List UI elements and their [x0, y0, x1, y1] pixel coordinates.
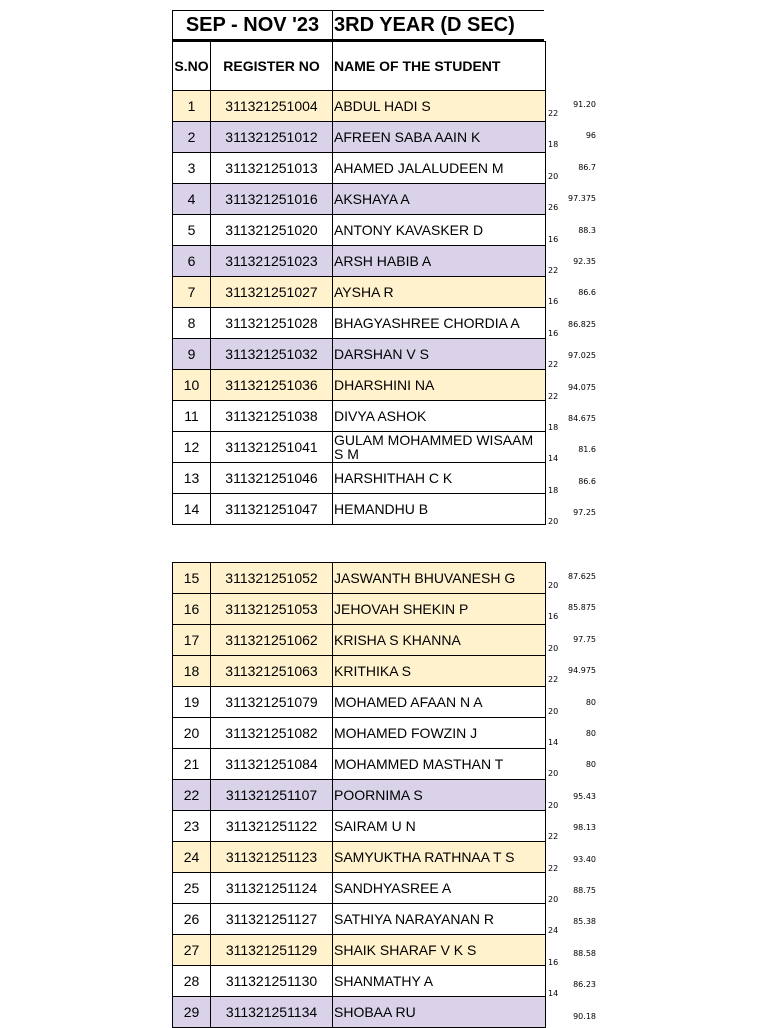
- side-value-pair: [548, 603, 596, 622]
- side-count: 16: [548, 612, 559, 622]
- side-count: 18: [548, 140, 559, 150]
- row-sno: 6: [173, 246, 211, 277]
- table-row: [173, 370, 546, 401]
- row-register-no: 311321251004: [211, 91, 333, 122]
- row-register-no: 311321251134: [211, 997, 333, 1028]
- row-sno: 18: [173, 656, 211, 687]
- side-count: 26: [548, 203, 559, 213]
- table-row: [173, 594, 546, 625]
- side-count: 16: [548, 297, 559, 307]
- side-value-pair: [548, 980, 596, 999]
- side-score: 86.23: [573, 980, 596, 990]
- side-value-pair: [548, 729, 596, 747]
- row-student-name: KRITHIKA S: [333, 656, 546, 687]
- side-score: 93.40: [573, 854, 596, 864]
- row-sno: 1: [173, 91, 211, 122]
- row-sno: 28: [173, 966, 211, 997]
- row-sno: 21: [173, 749, 211, 780]
- side-score: 86.6: [578, 288, 596, 298]
- row-student-name: MOHAMMED MASTHAN T: [333, 749, 546, 780]
- side-count: 14: [548, 989, 559, 999]
- side-value-pair: [548, 854, 596, 873]
- side-count: 20: [548, 643, 559, 653]
- student-table-2: [172, 562, 546, 1028]
- side-count: 20: [548, 706, 559, 716]
- row-register-no: 311321251124: [211, 873, 333, 904]
- row-student-name: KRISHA S KHANNA: [333, 625, 546, 656]
- side-score: 86.825: [568, 319, 596, 329]
- table-row: [173, 625, 546, 656]
- side-count: 22: [548, 391, 559, 401]
- side-value-pair: [548, 760, 596, 779]
- table-row: [173, 246, 546, 277]
- side-score: 86.6: [578, 476, 596, 486]
- side-value-pair: [548, 634, 596, 653]
- row-sno: 15: [173, 563, 211, 594]
- table-row: [173, 122, 546, 153]
- side-value-pair: [548, 886, 596, 904]
- table-row: [173, 184, 546, 215]
- row-register-no: 311321251032: [211, 339, 333, 370]
- row-register-no: 311321251062: [211, 625, 333, 656]
- table-row: [173, 91, 546, 122]
- table-row: [173, 563, 546, 594]
- row-register-no: 311321251012: [211, 122, 333, 153]
- table-row: [173, 842, 546, 873]
- side-count: 22: [548, 266, 559, 275]
- side-value-pair: [548, 1012, 596, 1024]
- row-student-name: DARSHAN V S: [333, 339, 546, 370]
- side-score: 94.075: [568, 382, 596, 392]
- side-count: 16: [548, 957, 559, 967]
- row-register-no: 311321251053: [211, 594, 333, 625]
- side-score: 98.13: [573, 823, 596, 833]
- side-count: 22: [548, 360, 559, 370]
- row-student-name: SANDHYASREE A: [333, 873, 546, 904]
- table-row: [173, 308, 546, 339]
- side-score: 87.625: [568, 572, 596, 581]
- table-row: [173, 780, 546, 811]
- side-score: 80: [585, 760, 596, 770]
- row-student-name: SHANMATHY A: [333, 966, 546, 997]
- side-count: 22: [548, 109, 559, 118]
- table-row: [173, 687, 546, 718]
- row-student-name: ARSH HABIB A: [333, 246, 546, 277]
- class-title: 3RD YEAR (D SEC): [334, 14, 515, 36]
- row-sno: 29: [173, 997, 211, 1028]
- side-value-pair: [548, 666, 596, 685]
- row-student-name: DHARSHINI NA: [333, 370, 546, 401]
- side-value-pair: [548, 382, 596, 401]
- row-sno: 3: [173, 153, 211, 184]
- side-value-pair: [548, 131, 596, 150]
- side-score: 85.875: [568, 603, 596, 613]
- side-count: 18: [548, 485, 559, 495]
- table-row: [173, 339, 546, 370]
- side-score: 97.375: [568, 194, 596, 204]
- row-sno: 26: [173, 904, 211, 935]
- row-student-name: ABDUL HADI S: [333, 91, 546, 122]
- side-score: 91.20: [573, 100, 596, 109]
- row-register-no: 311321251079: [211, 687, 333, 718]
- side-score: 94.975: [568, 666, 596, 676]
- row-register-no: 311321251036: [211, 370, 333, 401]
- side-value-pair: [548, 476, 596, 495]
- row-student-name: HARSHITHAH C K: [333, 463, 546, 494]
- row-register-no: 311321251013: [211, 153, 333, 184]
- row-sno: 22: [173, 780, 211, 811]
- table-row: [173, 215, 546, 246]
- row-register-no: 311321251052: [211, 563, 333, 594]
- table-row: [173, 904, 546, 935]
- header-student-name: NAME OF THE STUDENT: [333, 42, 546, 91]
- side-value-pair: [548, 948, 596, 967]
- side-count: 20: [548, 171, 559, 181]
- table-row: [173, 935, 546, 966]
- table-row: [173, 463, 546, 494]
- side-score: 97.25: [573, 508, 596, 518]
- side-value-pair: [548, 162, 596, 181]
- row-student-name: MOHAMED AFAAN N A: [333, 687, 546, 718]
- side-value-pair: [548, 823, 596, 842]
- row-sno: 11: [173, 401, 211, 432]
- side-score: 97.75: [573, 634, 596, 644]
- row-register-no: 311321251047: [211, 494, 333, 525]
- row-student-name: AFREEN SABA AAIN K: [333, 122, 546, 153]
- row-student-name: AKSHAYA A: [333, 184, 546, 215]
- row-student-name: ANTONY KAVASKER D: [333, 215, 546, 246]
- row-register-no: 311321251082: [211, 718, 333, 749]
- side-value-pair: [548, 791, 596, 810]
- row-student-name: AHAMED JALALUDEEN M: [333, 153, 546, 184]
- row-student-name: JASWANTH BHUVANESH G: [333, 563, 546, 594]
- side-count: 20: [548, 517, 559, 527]
- row-sno: 14: [173, 494, 211, 525]
- row-sno: 23: [173, 811, 211, 842]
- row-register-no: 311321251127: [211, 904, 333, 935]
- row-sno: 5: [173, 215, 211, 246]
- side-count: 22: [548, 832, 559, 842]
- row-student-name: HEMANDHU B: [333, 494, 546, 525]
- row-student-name: BHAGYASHREE CHORDIA A: [333, 308, 546, 339]
- side-value-pair: [548, 100, 596, 118]
- side-score: 92.35: [573, 257, 596, 266]
- table-header: [173, 42, 546, 91]
- side-score: 88.58: [573, 948, 596, 958]
- side-value-pair: [548, 288, 596, 307]
- row-sno: 8: [173, 308, 211, 339]
- row-student-name: AYSHA R: [333, 277, 546, 308]
- row-sno: 12: [173, 432, 211, 463]
- side-count: 14: [548, 738, 559, 747]
- table-row: [173, 153, 546, 184]
- row-register-no: 311321251023: [211, 246, 333, 277]
- table-row: [173, 401, 546, 432]
- table-row: [173, 811, 546, 842]
- row-register-no: 311321251038: [211, 401, 333, 432]
- row-sno: 4: [173, 184, 211, 215]
- side-count: 24: [548, 926, 559, 936]
- row-student-name: MOHAMED FOWZIN J: [333, 718, 546, 749]
- row-register-no: 311321251020: [211, 215, 333, 246]
- row-register-no: 311321251046: [211, 463, 333, 494]
- table-row: [173, 997, 546, 1028]
- row-sno: 9: [173, 339, 211, 370]
- header-sno: S.NO: [173, 42, 211, 91]
- table-row: [173, 432, 546, 463]
- side-count: 20: [548, 581, 559, 590]
- row-sno: 27: [173, 935, 211, 966]
- row-register-no: 311321251027: [211, 277, 333, 308]
- side-value-pair: [548, 508, 596, 527]
- side-score: 80: [585, 729, 596, 738]
- side-count: 22: [548, 863, 559, 873]
- row-register-no: 311321251028: [211, 308, 333, 339]
- header-register-no: REGISTER NO: [211, 42, 333, 91]
- table-row: [173, 494, 546, 525]
- side-value-pair: [548, 225, 596, 244]
- row-sno: 25: [173, 873, 211, 904]
- side-value-pair: [548, 194, 596, 213]
- student-table-1: [172, 41, 546, 525]
- sheet-title: [172, 10, 544, 41]
- side-count: 16: [548, 234, 559, 244]
- side-count: 18: [548, 423, 559, 432]
- side-count: 20: [548, 800, 559, 810]
- side-score: 88.75: [573, 886, 596, 895]
- row-sno: 20: [173, 718, 211, 749]
- side-score: 97.025: [568, 351, 596, 361]
- side-count: 20: [548, 895, 559, 904]
- row-student-name: SAIRAM U N: [333, 811, 546, 842]
- side-value-pair: [548, 319, 596, 338]
- row-student-name: SATHIYA NARAYANAN R: [333, 904, 546, 935]
- term-title: SEP - NOV '23: [173, 11, 333, 39]
- side-score: 90.18: [573, 1011, 596, 1021]
- side-score: 81.6: [578, 445, 596, 455]
- table-row: [173, 718, 546, 749]
- side-score: 88.3: [578, 225, 596, 235]
- side-value-pair: [548, 351, 596, 370]
- table-row: [173, 873, 546, 904]
- side-count: 14: [548, 454, 559, 464]
- row-student-name: SHOBAA RU: [333, 997, 546, 1028]
- row-register-no: 311321251123: [211, 842, 333, 873]
- row-sno: 16: [173, 594, 211, 625]
- row-student-name: SHAIK SHARAF V K S: [333, 935, 546, 966]
- row-sno: 10: [173, 370, 211, 401]
- side-value-pair: [548, 917, 596, 936]
- row-register-no: 311321251016: [211, 184, 333, 215]
- side-score: 95.43: [573, 791, 596, 801]
- row-student-name: DIVYA ASHOK: [333, 401, 546, 432]
- row-student-name: GULAM MOHAMMED WISAAM S M: [333, 432, 546, 463]
- row-register-no: 311321251107: [211, 780, 333, 811]
- side-count: 22: [548, 675, 559, 685]
- row-register-no: 311321251063: [211, 656, 333, 687]
- side-value-pair: [548, 697, 596, 716]
- side-value-pair: [548, 572, 596, 590]
- row-register-no: 311321251041: [211, 432, 333, 463]
- side-value-pair: [548, 414, 596, 432]
- row-register-no: 311321251129: [211, 935, 333, 966]
- row-register-no: 311321251122: [211, 811, 333, 842]
- row-register-no: 311321251130: [211, 966, 333, 997]
- row-sno: 19: [173, 687, 211, 718]
- row-sno: 7: [173, 277, 211, 308]
- row-student-name: SAMYUKTHA RATHNAA T S: [333, 842, 546, 873]
- table-row: [173, 277, 546, 308]
- row-sno: 24: [173, 842, 211, 873]
- table-row: [173, 966, 546, 997]
- row-register-no: 311321251084: [211, 749, 333, 780]
- side-count: 16: [548, 328, 559, 338]
- row-sno: 17: [173, 625, 211, 656]
- side-score: 86.7: [578, 162, 596, 172]
- side-score: 96: [585, 131, 596, 141]
- side-count: 20: [548, 769, 559, 779]
- table-row: [173, 656, 546, 687]
- side-score: 85.38: [573, 917, 596, 927]
- side-value-pair: [548, 445, 596, 464]
- row-sno: 13: [173, 463, 211, 494]
- side-value-pair: [548, 257, 596, 275]
- table-row: [173, 749, 546, 780]
- side-score: 84.675: [568, 414, 596, 423]
- side-score: 80: [585, 697, 596, 707]
- row-student-name: POORNIMA S: [333, 780, 546, 811]
- row-student-name: JEHOVAH SHEKIN P: [333, 594, 546, 625]
- row-sno: 2: [173, 122, 211, 153]
